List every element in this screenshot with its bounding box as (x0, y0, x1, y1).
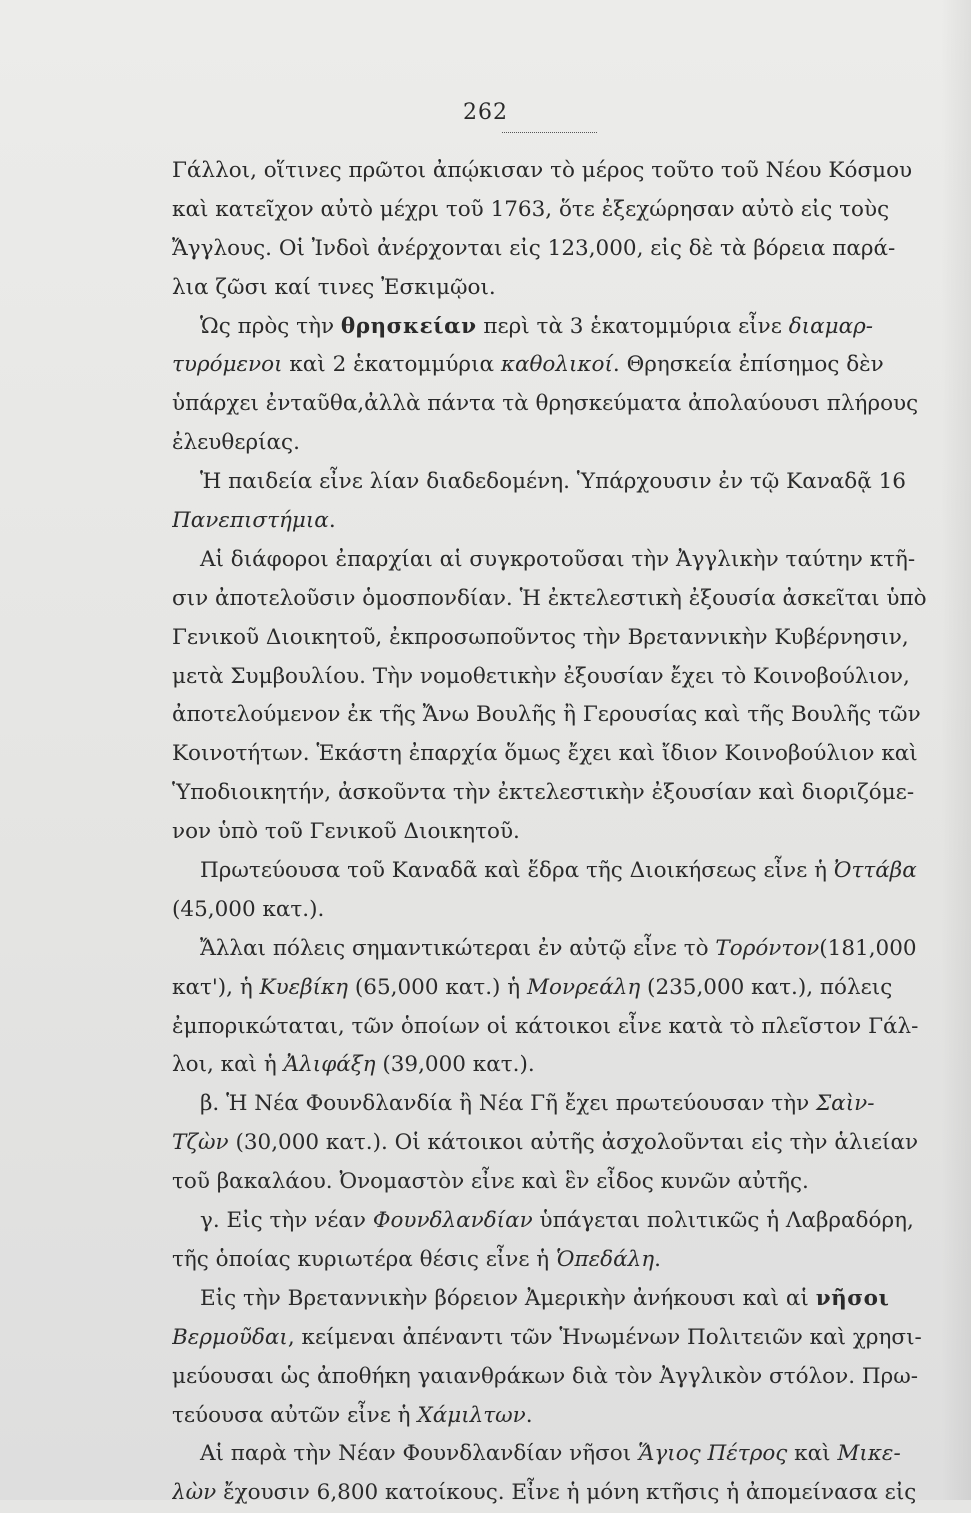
italic-term: Πανεπιστήμια (172, 508, 329, 534)
text-segment: . (654, 1246, 661, 1272)
page-number-rule (502, 132, 597, 133)
text-segment: ἔχουσιν 6,800 κατοίκους. Εἶνε ἡ μόνη κτῆσις ἡ ἀπομείνασα εἰς (216, 1480, 917, 1506)
italic-term: Μονρεάλη (526, 974, 641, 1000)
text-segment: (235,000 κατ.), πόλεις (640, 974, 893, 1000)
text-line (172, 1358, 932, 1397)
text-line (172, 1202, 932, 1241)
text-segment: καὶ 2 ἑκατομμύρια (282, 352, 501, 378)
text-segment: ἐλευθερίας. (172, 430, 300, 456)
text-line (172, 308, 932, 347)
text-segment: λοι, καὶ ἡ (172, 1052, 284, 1078)
text-line (172, 852, 932, 891)
text-line (172, 1008, 932, 1047)
text-line (172, 969, 932, 1008)
italic-term: Ἀλιφάξη (283, 1052, 376, 1078)
text-line (172, 1046, 932, 1085)
italic-term: Ὁπεδάλη (556, 1246, 655, 1272)
italic-term: Χάμιλτων (417, 1402, 526, 1428)
text-line (172, 619, 932, 658)
text-segment: μετὰ Συμβουλίου. Τὴν νομοθετικὴν ἐξουσίαν ἔχει τὸ Κοινοβούλιον, (172, 663, 910, 689)
italic-term: Κυεβίκη (259, 974, 349, 1000)
text-line (172, 658, 932, 697)
text-segment: καὶ (787, 1441, 838, 1467)
text-segment: τῆς ὁποίας κυριωτέρα θέσις εἶνε ἡ (172, 1246, 557, 1272)
italic-term: Μικε- (837, 1441, 901, 1467)
italic-term: καθολικοί (500, 352, 613, 378)
text-segment: Ὡς πρὸς τὴν (200, 313, 341, 339)
text-segment: ὑπάρχει ἐνταῦθα,ἀλλὰ πάντα τὰ θρησκεύματα ἀπολαύουσι πλήρους (172, 391, 919, 417)
page-edge-shadow (941, 0, 971, 1500)
italic-term: Τζὼν (172, 1130, 229, 1156)
text-line (172, 346, 932, 385)
text-segment: τοῦ βακαλάου. Ὀνομαστὸν εἶνε καὶ ἓν εἶδος κυνῶν αὐτῆς. (172, 1169, 809, 1195)
text-segment: Κοινοτήτων. Ἑκάστη ἐπαρχία ὅμως ἔχει καὶ ἴδιον Κοινοβούλιον καὶ (172, 741, 918, 767)
text-segment: ἐμπορικώταται, τῶν ὁποίων οἱ κάτοικοι εἶνε κατὰ τὸ πλεῖστον Γάλ- (172, 1013, 919, 1039)
text-segment: Αἱ παρὰ τὴν Νέαν Φουνδλανδίαν νῆσοι (200, 1441, 638, 1467)
text-line (172, 1280, 932, 1319)
text-line (172, 541, 932, 580)
text-segment: Εἰς τὴν Βρεταννικὴν βόρειον Ἀμερικὴν ἀνήκουσι καὶ αἱ (200, 1285, 816, 1311)
text-line (172, 1163, 932, 1202)
text-segment: (30,000 κατ.). Οἱ κάτοικοι αὐτῆς ἀσχολοῦνται εἰς τὴν ἁλιείαν (228, 1130, 919, 1156)
text-segment: . (328, 508, 336, 534)
text-line (172, 1124, 932, 1163)
text-segment: μεύουσαι ὡς ἀποθήκη γαιανθράκων διὰ τὸν Ἀγγλικὸν στόλον. Πρω- (172, 1363, 919, 1389)
body-text (172, 152, 932, 1513)
text-line (172, 1435, 932, 1474)
text-segment: νον ὑπὸ τοῦ Γενικοῦ Διοικητοῦ. (172, 819, 520, 845)
italic-term: λὼν (172, 1480, 217, 1506)
text-line (172, 735, 932, 774)
text-line (172, 1474, 932, 1513)
text-segment: κατ'), ἡ (172, 974, 260, 1000)
text-line (172, 269, 932, 308)
italic-term: Σαὶν- (815, 1091, 875, 1117)
text-segment: γ. Εἰς τὴν νέαν (200, 1208, 373, 1234)
text-segment: λια ζῶσι καί τινες Ἐσκιμῷοι. (172, 274, 496, 300)
text-segment: Αἱ διάφοροι ἐπαρχίαι αἱ συγκροτοῦσαι τὴν Ἀγγλικὴν ταύτην κτῆ- (200, 546, 916, 572)
text-segment: Ἡ παιδεία εἶνε λίαν διαδεδομένη. Ὑπάρχουσιν ἐν τῷ Καναδᾷ 16 (200, 469, 906, 495)
italic-term: διαμαρ- (788, 313, 873, 339)
text-segment: ἀποτελούμενον ἐκ τῆς Ἄνω Βουλῆς ἢ Γερουσίας καὶ τῆς Βουλῆς τῶν (172, 702, 921, 728)
text-segment: β. Ἡ Νέα Φουνδλανδία ἢ Νέα Γῆ ἔχει πρωτεύουσαν τὴν (200, 1091, 816, 1117)
bold-term: νῆσοι (815, 1285, 890, 1311)
text-segment: περὶ τὰ 3 ἑκατομμύρια εἶνε (476, 313, 789, 339)
text-segment: . Θρησκεία ἐπίσημος δὲν (612, 352, 884, 378)
text-line (172, 424, 932, 463)
bold-term: θρησκείαν (340, 313, 477, 339)
italic-term: Βερμοῦδαι (172, 1324, 288, 1350)
text-line (172, 1397, 932, 1436)
text-segment: (39,000 κατ.). (375, 1052, 535, 1078)
text-segment: (181,000 (819, 935, 917, 961)
text-line (172, 1085, 932, 1124)
italic-term: Ὀττάβα (833, 858, 917, 884)
text-segment: , κείμεναι ἀπέναντι τῶν Ἡνωμένων Πολιτειῶν καὶ χρησι- (287, 1324, 922, 1350)
text-segment: τεύουσα αὐτῶν εἶνε ἡ (172, 1402, 418, 1428)
text-segment: Γάλλοι, οἵτινες πρῶτοι ἀπῴκισαν τὸ μέρος τοῦτο τοῦ Νέου Κόσμου (172, 158, 913, 183)
text-line (172, 1241, 932, 1280)
text-line (172, 580, 932, 619)
text-segment: ὑπάγεται πολιτικῶς ἡ Λαβραδόρη, (532, 1208, 914, 1234)
text-line (172, 774, 932, 813)
text-line (172, 191, 932, 230)
text-line (172, 385, 932, 424)
text-segment: . (525, 1402, 533, 1428)
text-segment: Πρωτεύουσα τοῦ Καναδᾶ καὶ ἕδρα τῆς Διοικήσεως εἶνε ἡ (200, 858, 834, 884)
italic-term: τυρόμενοι (172, 352, 283, 378)
text-segment: (45,000 κατ.). (172, 896, 325, 922)
text-segment: (65,000 κατ.) ἡ (348, 974, 527, 1000)
text-segment: Ἄγγλους. Οἱ Ἰνδοὶ ἀνέρχονται εἰς 123,000, εἰς δὲ τὰ βόρεια παρά- (172, 235, 896, 261)
text-segment: Γενικοῦ Διοικητοῦ, ἐκπροσωποῦντος τὴν Βρεταννικὴν Κυβέρνησιν, (172, 624, 909, 650)
text-line (172, 891, 932, 930)
text-line (172, 502, 932, 541)
text-segment: Ὑποδιοικητήν, ἀσκοῦντα τὴν ἐκτελεστικὴν ἐξουσίαν καὶ διοριζόμε- (172, 780, 915, 806)
italic-term: Φουνδλανδίαν (372, 1208, 533, 1234)
text-segment: σιν ἀποτελοῦσιν ὁμοσπονδίαν. Ἡ ἐκτελεστικὴ ἐξουσία ἀσκεῖται ὑπὸ (172, 585, 927, 611)
page-number: 262 (463, 100, 508, 125)
italic-term: Τορόντον (715, 935, 820, 961)
text-line (172, 1319, 932, 1358)
text-segment: Ἄλλαι πόλεις σημαντικώτεραι ἐν αὐτῷ εἶνε τὸ (200, 935, 716, 961)
text-line (172, 230, 932, 269)
text-line (172, 813, 932, 852)
text-line (172, 696, 932, 735)
text-line (172, 930, 932, 969)
text-line (172, 152, 932, 191)
text-line (172, 463, 932, 502)
italic-term: Ἅγιος Πέτρος (638, 1441, 788, 1467)
text-segment: καὶ κατεῖχον αὐτὸ μέχρι τοῦ 1763, ὅτε ἐξεχώρησαν αὐτὸ εἰς τοὺς (172, 196, 890, 222)
